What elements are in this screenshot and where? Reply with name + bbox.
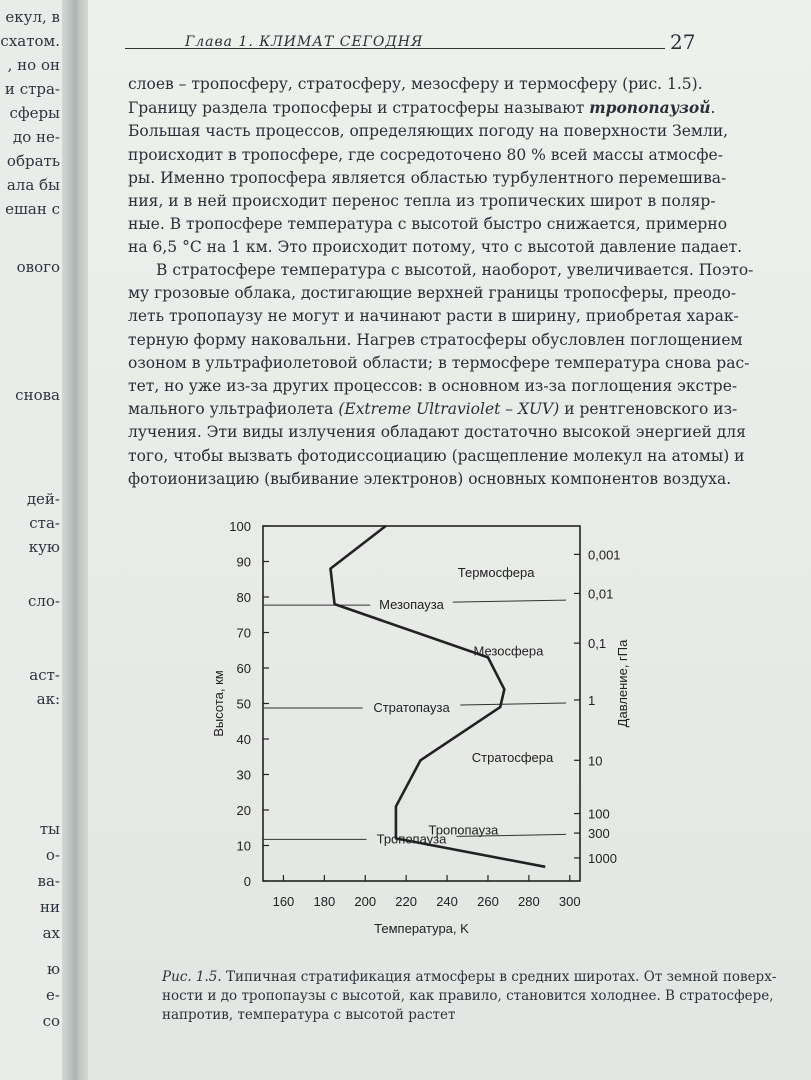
text-span: Типичная стратификация атмосферы в средних широтах. От земной поверх- [221, 969, 777, 985]
y-tick-label: 70 [236, 625, 251, 641]
x-tick-label: 180 [313, 894, 336, 909]
x-tick-label: 260 [477, 894, 499, 909]
y-tick-label: 90 [236, 554, 251, 570]
text-line: ные. В тропосфере температура с высотой быстро снижается, примерно [128, 215, 728, 234]
y-tick-label: 10 [236, 838, 251, 854]
pressure-tick-label: 1000 [588, 850, 617, 866]
boundary-line-Мезопауза [453, 600, 566, 602]
pressure-tick-label: 300 [588, 826, 610, 842]
left-page-fragment: ю [46, 960, 60, 978]
left-page-fragment: ни [40, 898, 60, 916]
y-tick-label: 0 [243, 874, 251, 889]
left-page-fragment: обрать [6, 152, 60, 170]
y-tick-label: 80 [236, 590, 251, 605]
x-tick-label: 160 [272, 894, 295, 909]
left-page-edge [0, 0, 66, 1080]
left-page-fragment: о- [45, 846, 60, 864]
y-tick-label: 100 [229, 519, 251, 534]
left-page-fragment: ста- [29, 514, 60, 532]
text-line: происходит в тропосфере, где сосредоточено 80 % всей массы атмосфе- [128, 145, 723, 164]
region-label: Тропопауза [428, 822, 499, 838]
left-page-fragment: схатом. [0, 32, 60, 50]
text-span: мального ультрафиолета [128, 400, 339, 419]
y-tick-label: 20 [236, 803, 251, 818]
text-line: того, чтобы вызвать фотодиссоциацию (расщепление молекул на атомы) и [128, 446, 745, 465]
x-tick-label: 240 [436, 894, 458, 909]
atmosphere-stratification-chart [200, 510, 640, 960]
region-label: Стратосфера [471, 749, 554, 765]
left-page-fragment: ового [16, 258, 60, 276]
text-line: фотоионизацию (выбивание электронов) основных компонентов воздуха. [128, 469, 732, 488]
running-head: Глава 1. КЛИМАТ СЕГОДНЯ [185, 34, 424, 50]
boundary-label: Стратопауза [373, 700, 450, 716]
page-number: 27 [670, 30, 696, 54]
term-xuv: (Extreme Ultraviolet – XUV) [338, 400, 560, 419]
left-page-fragment: , но он [7, 56, 60, 74]
region-label: Мезосфера [473, 643, 544, 659]
caption-line: напротив, температура с высотой растет [162, 1007, 456, 1023]
pressure-tick-label: 0,01 [588, 586, 614, 602]
left-page-fragment: ах [42, 924, 60, 942]
left-page-fragment: ак: [36, 690, 60, 708]
caption-line: ности и до тропопаузы с высотой, как правило, становится холоднее. В стратосфере, [162, 988, 774, 1004]
text-line: му грозовые облака, достигающие верхней границы тропосферы, преодо- [128, 284, 737, 303]
left-page-fragment: екул, в [5, 8, 60, 26]
caption-label: Рис. 1.5. [162, 969, 222, 985]
text-line: тет, но уже из-за других процессов: в основном из-за поглощения экстре- [128, 377, 738, 396]
pressure-tick-label: 0,001 [588, 547, 621, 563]
left-page-fragment: ты [39, 820, 60, 838]
left-page-fragment: е- [46, 986, 60, 1004]
left-page-fragment: сферы [9, 104, 60, 122]
y-tick-label: 40 [236, 732, 251, 747]
text-line [128, 96, 716, 120]
left-page-fragment: снова [15, 386, 60, 404]
text-line: слоев – тропосферу, стратосферу, мезосферу и термосферу (рис. 1.5). [128, 75, 703, 93]
left-page-fragment: ала бы [6, 176, 60, 194]
text-span: Границу раздела тропосферы и стратосферы называют [128, 99, 590, 118]
left-page-fragment: аст- [29, 666, 60, 684]
caption-line [162, 968, 777, 987]
left-page-fragment: кую [28, 538, 60, 556]
figure-caption [162, 968, 777, 1025]
x-tick-label: 280 [518, 894, 540, 909]
pressure-tick-label: 0,1 [588, 636, 607, 652]
text-line: на 6,5 °С на 1 км. Это происходит потому, что с высотой давление падает. [128, 238, 743, 257]
text-line: терную форму наковальни. Нагрев стратосферы обусловлен поглощением [128, 330, 743, 349]
boundary-line-Стратопауза [460, 703, 566, 705]
x-tick-label: 300 [558, 894, 581, 909]
left-page-fragment: и стра- [4, 80, 60, 98]
y-tick-label: 50 [236, 696, 251, 712]
text-line: лучения. Эти виды излучения обладают достаточно высокой энергией для [128, 423, 746, 442]
left-page-fragment: сло- [27, 592, 60, 610]
text-line: леть тропопаузу не могут и начинают расти в ширину, приобретая харак- [128, 307, 739, 326]
pressure-axis-label: Давление, гПа [615, 639, 630, 728]
boundary-label: Тропопауза [376, 831, 447, 847]
text-line: Большая часть процессов, определяющих погоду на поверхности Земли, [128, 122, 729, 141]
boundary-label: Мезопауза [379, 597, 444, 613]
text-line: В стратосфере температура с высотой, наоборот, увеличивается. Поэто- [156, 261, 754, 279]
x-tick-label: 220 [395, 894, 418, 909]
y-axis-label: Высота, км [211, 670, 226, 737]
left-page-fragment: до не- [13, 128, 60, 146]
y-tick-label: 60 [236, 661, 251, 676]
left-page-fragment: ва- [37, 872, 60, 890]
left-page-fragment: ешан с [5, 200, 60, 218]
pressure-tick-label: 100 [588, 806, 610, 822]
pressure-tick-label: 10 [588, 753, 603, 769]
region-label: Термосфера [457, 565, 535, 581]
text-line [128, 398, 738, 421]
pressure-tick-label: 1 [588, 692, 596, 708]
term-tropopause: тропопаузой [589, 98, 711, 118]
x-tick-label: 200 [354, 894, 377, 909]
text-line: озоном в ультрафиолетовой области; в термосфере температура снова рас- [128, 353, 750, 372]
left-page-fragment: дей- [26, 490, 60, 508]
left-page-fragment: со [42, 1012, 60, 1030]
paragraph-1 [128, 73, 743, 260]
text-span: . [710, 99, 716, 118]
x-axis-label: Температура, K [374, 921, 469, 936]
text-span: и рентгеновского из- [559, 400, 738, 419]
paragraph-2 [128, 259, 754, 491]
y-tick-label: 30 [236, 767, 251, 783]
text-line: ры. Именно тропосфера является областью турбулентного перемешива- [128, 168, 727, 187]
text-line: ния, и в ней происходит перенос тепла из тропических широт в поляр- [128, 192, 716, 211]
